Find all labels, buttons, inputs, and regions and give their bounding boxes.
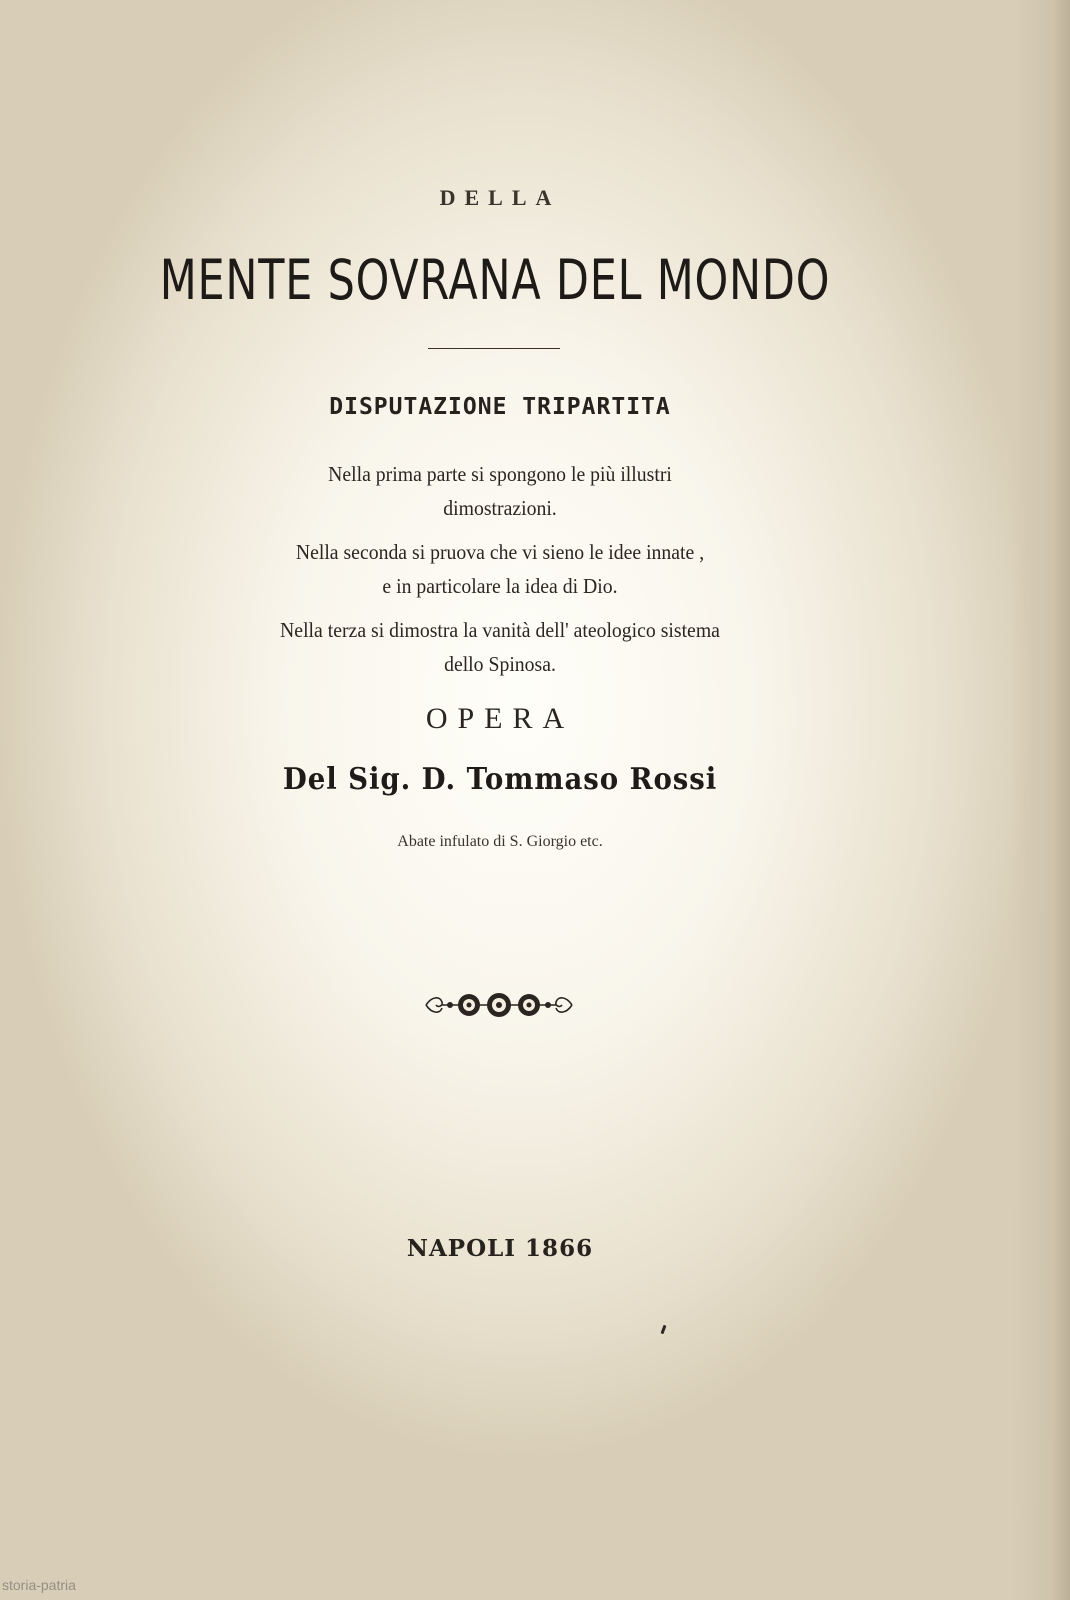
watermark: storia-patria [2, 1577, 76, 1593]
description-line: Nella prima parte si spongono le più illustri [328, 462, 672, 486]
author-name: Del Sig. D. Tommaso Rossi [282, 762, 718, 797]
main-title: MENTE SOVRANA DEL MONDO [159, 248, 831, 312]
pre-title: DELLA [439, 185, 561, 210]
author-title: Abate infulato di S. Giorgio etc. [397, 833, 603, 850]
subtitle: DISPUTAZIONE TRIPARTITA [329, 394, 671, 420]
description-part-1 [30, 457, 970, 525]
description-line: dimostrazioni. [443, 496, 557, 520]
printers-ornament [424, 988, 574, 1022]
description-line: Nella seconda si pruova che vi sieno le idee innate , [295, 540, 705, 564]
description-line: dello Spinosa. [444, 652, 556, 676]
description-line: e in particolare la idea di Dio. [382, 574, 618, 598]
description-part-2 [30, 535, 970, 603]
opera-label: OPERA [425, 702, 575, 735]
title-divider [428, 348, 560, 349]
description-part-3 [30, 613, 970, 681]
description-line: Nella terza si dimostra la vanità dell' ateologico sistema [280, 618, 720, 642]
paper-edge-shadow [1010, 0, 1070, 1600]
imprint: NAPOLI 1866 [406, 1235, 594, 1262]
